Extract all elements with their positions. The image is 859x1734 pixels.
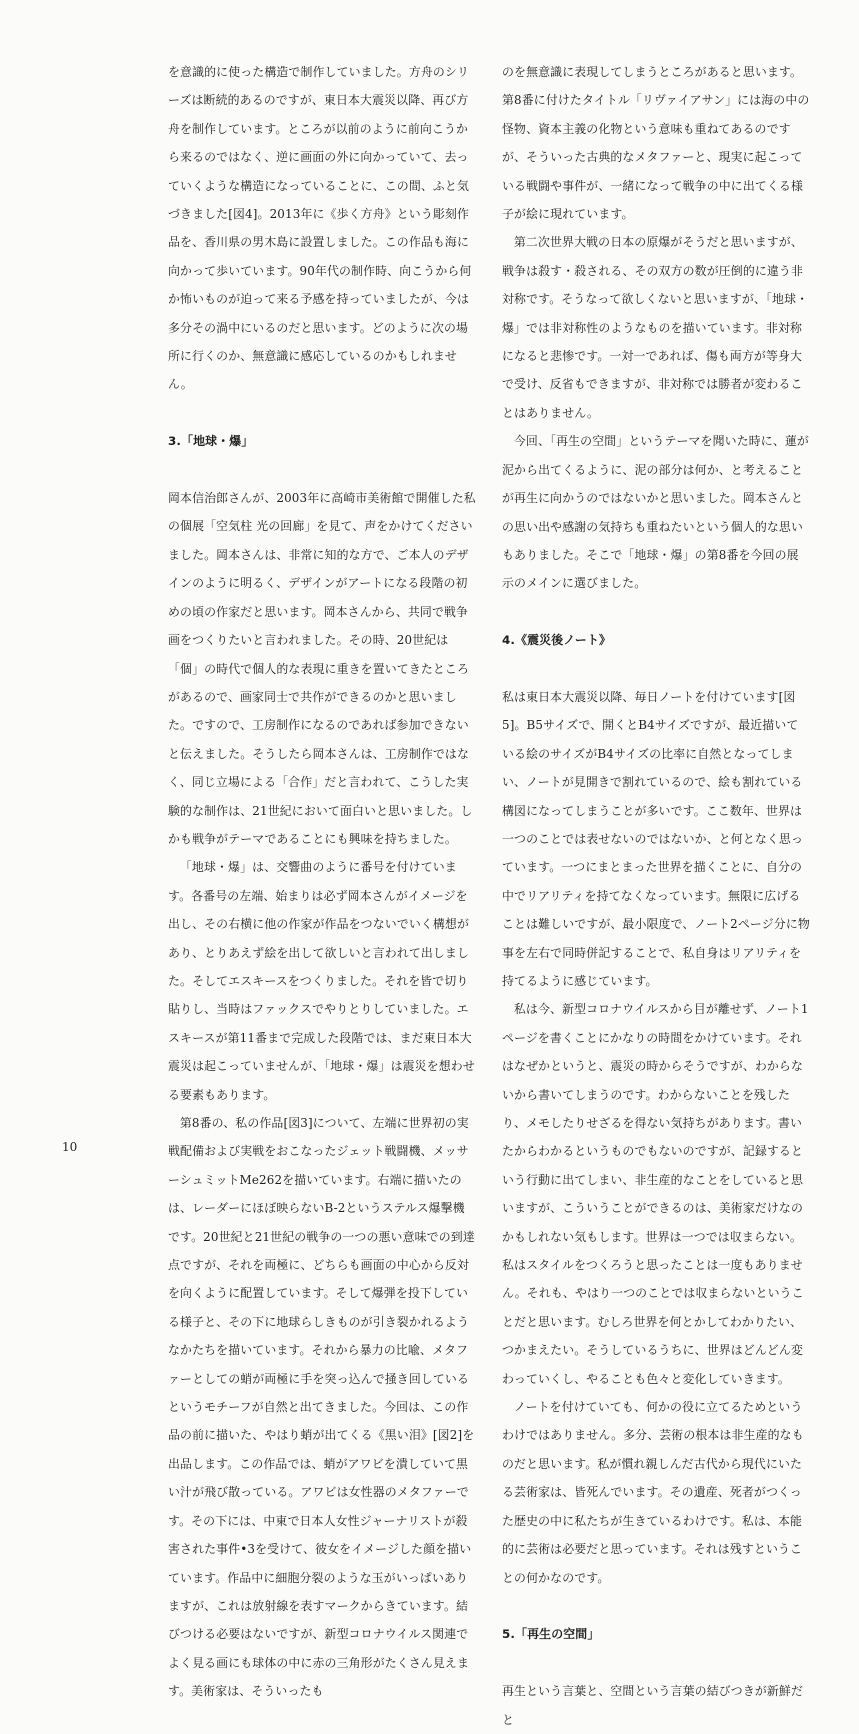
paragraph: 「地球・爆」は、交響曲のように番号を付けています。各番号の左端、始まりは必ず岡本さんがイメージを出し、その右横に他の作家が作品をつないでいく構想があり、とりあえず絵を出して欲しいと言われて出しました。そしてエスキースをつくりました。それを皆で切り貼りし、当時はファックスでやりとりしていました。エスキースが第11番まで完成した段階では、まだ東日本大震災は起こっていませんが、「地球・爆」は震災を想わせる要素もあります。 [168,860,475,1102]
paragraph-gap [502,598,810,626]
paragraph: 私は今、新型コロナウイルスから目が離せず、ノート1ページを書くことにかなりの時間をかけています。それはなぜかというと、震災の時からそうですが、わからないから書いてしまうのです。わからないことを残したり、メモしたりせざるを得ない気持ちがあります。書いたからわかるというものでもないのですが、記録するという行動に出てしまい、非生産的なことをしていると思いますが、こういうことができるのは、美術家だけなのかもしれない気もします。世界は一つでは収まらない。私はスタイルをつくろうと思ったことは一度もありません。それも、やはり一つのことでは収まらないということだと思います。むしろ世界を何とかしてわかりたい、つかまえたい。そうしているうちに、世界はどんどん変わっていくし、やることも色々と変化していきます。 [502,1002,809,1386]
paragraph-gap [502,655,810,683]
paragraph-gap [502,1592,810,1620]
paragraph-gap [168,456,476,484]
paragraph: 再生という言葉と、空間という言葉の結びつきが新鮮だと [502,1684,804,1727]
paragraph: 第8番の、私の作品[図3]について、左端に世界初の実戦配備および実戦をおこなったジェット戦闘機、メッサーシュミットMe262を描いています。右端に描いたのは、レーダーにほぼ映らないB-2というステルス爆撃機です。20世紀と21世紀の戦争の一つの悪い意味での到達点ですが、それを両極に、どちらも画面の中心から反対を向くように配置しています。そして爆弾を投下している様子と、その下に地球らしきものが引き裂かれるようなかたちを描いています。それから暴力の比喩、メタファーとしての蛸が両極に手を突っ込んで掻き回しているというモチーフが自然と出てきました。今回は、この作品の前に描いた、やはり蛸が出てくる《黒い泪》[図2]を出品します。この作品では、蛸がアワビを潰していて黒い汁が飛び散っている。アワビは女性器のメタファーです。その下には、中東で日本人女性ジャーナリストが殺害された事件•3を受けて、彼女をイメージした顔を描いています。作品中に細胞分裂のような玉がいっぱいありますが、これは放射線を表すマークからきています。結びつける必要はないですが、新型コロナウイルス関連でよく見る画にも球体の中に赤の三角形がたくさん見えます。美術家は、そういったも [168,1116,475,1699]
right-text-column [502,58,810,1734]
paragraph: のを無意識に表現してしまうところがあると思います。第8番に付けたタイトル「リヴァイアサン」には海の中の怪物、資本主義の化物という意味も重ねてあるのですが、そういった古典的なメタファーと、現実に起こっている戦闘や事件が、一緒になって戦争の中に出てくる様子が絵に現れています。 [502,65,810,222]
section-heading: 5.「再生の空間」 [502,1627,600,1642]
page-number: 10 [62,1140,78,1154]
paragraph-gap [168,399,476,427]
left-text-column [168,58,476,1706]
section-heading: 3.「地球・爆」 [168,434,254,449]
paragraph-gap [502,1649,810,1677]
paragraph: 私は東日本大震災以降、毎日ノートを付けています[図5]。B5サイズで、開くとB4サイズですが、最近描いている絵のサイズがB4サイズの比率に自然となってしまい、ノートが見開きで割れているので、絵も割れている構図になってしまうことが多いです。ここ数年、世界は一つのことでは表せないのではないか、と何となく思っています。一つにまとまった世界を描くことに、自分の中でリアリティを持てなくなっています。無限に広げることは難しいですが、最小限度で、ノート2ページ分に物事を左右で同時併記することで、私自身はリアリティを持てるように感じています。 [502,689,810,988]
paragraph: 岡本信治郎さんが、2003年に高崎市美術館で開催した私の個展「空気柱 光の回廊」を見て、声をかけてくださいました。岡本さんは、非常に知的な方で、ご本人のデザインのように明るく、デザインがアートになる段階の初めの頃の作家だと思います。岡本さんから、共同で戦争画をつくりたいと言われました。その時、20世紀は「個」の時代で個人的な表現に重きを置いてきたところがあるので、画家同士で共作ができるのかと思いました。ですので、工房制作になるのであれば参加できないと伝えました。そうしたら岡本さんは、工房制作ではなく、同じ立場による「合作」だと言われて、こうした実験的な制作は、21世紀において面白いと思いました。しかも戦争がテーマであることにも興味を持ちました。 [168,491,476,846]
paragraph: 第二次世界大戦の日本の原爆がそうだと思いますが、戦争は殺す・殺される、その双方の数が圧倒的に違う非対称です。そうなって欲しくないと思いますが、「地球・爆」では非対称性のようなものを描いています。非対称になると悲惨です。一対一であれば、傷も両方が等身大で受け、反省もできますが、非対称では勝者が変わることはありません。 [502,235,809,420]
paragraph: ノートを付けていても、何かの役に立てるためというわけではありません。多分、芸術の根本は非生産的なものだと思います。私が慣れ親しんだ古代から現代にいたる芸術家は、皆死んでいます。その遺産、死者がつくった歴史の中に私たちが生きているわけです。私は、本能的に芸術は必要だと思っています。それは残すということの何かなのです。 [502,1400,804,1585]
section-heading: 4.《震災後ノート》 [502,633,612,648]
paragraph: を意識的に使った構造で制作していました。方舟のシリーズは断続的あるのですが、東日本大震災以降、再び方舟を制作しています。ところが以前のように前向こうから来るのではなく、逆に画面の外に向かっていて、去っていくような構造になっていることに、この間、ふと気づきました[図4]。2013年に《歩く方舟》という彫刻作品を、香川県の男木島に設置しました。この作品も海に向かって歩いています。90年代の制作時、向こうから何か怖いものが迫って来る予感を持っていましたが、今は多分その渦中にいるのだと思います。どのように次の場所に行くのか、無意識に感応しているのかもしれません。 [168,65,472,392]
paragraph: 今回、「再生の空間」というテーマを聞いた時に、蓮が泥から出てくるように、泥の部分は何か、と考えることが再生に向かうのではないかと思いました。岡本さんとの思い出や感謝の気持ちも重ねたいという個人的な思いもありました。そこで「地球・爆」の第8番を今回の展示のメインに選びました。 [502,434,809,591]
